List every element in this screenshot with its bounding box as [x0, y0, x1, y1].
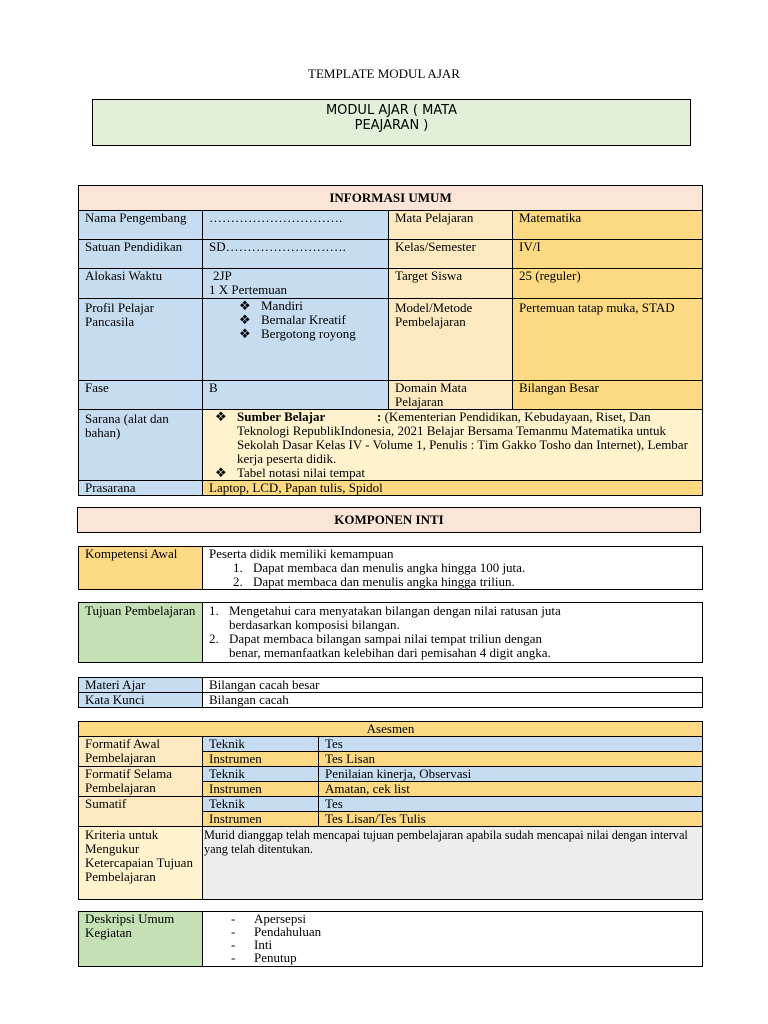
sarana-value — [203, 410, 703, 481]
informasi-umum-table — [78, 185, 703, 496]
diamond-bullet-icon: ❖ — [239, 326, 251, 341]
kata-kunci-value: Bilangan cacah — [203, 693, 703, 708]
kompetensi-awal-label: Kompetensi Awal — [79, 547, 203, 590]
formatif-awal-label: Formatif Awal Pembelajaran — [79, 737, 203, 767]
kompetensi-item: 2. Dapat membaca dan menulis angka hingga triliun. — [233, 574, 515, 589]
tabel-notasi-item: ❖ Tabel notasi nilai tempat — [215, 465, 365, 480]
kriteria-text: Murid dianggap telah mencapai tujuan pembelajaran apabila sudah mencapai nilai dengan interval yang telah ditentukan. — [203, 827, 703, 900]
satuan-pendidikan-label: Satuan Pendidikan — [79, 240, 203, 269]
nama-pengembang-value: …………………………. — [203, 211, 389, 240]
kompetensi-awal-table — [78, 546, 703, 590]
alokasi-pertemuan: 1 X Pertemuan — [209, 282, 287, 297]
instrumen-value: Tes Lisan/Tes Tulis — [319, 812, 703, 827]
teknik-label: Teknik — [203, 737, 319, 752]
instrumen-label: Instrumen — [203, 752, 319, 767]
instrumen-value: Amatan, cek list — [319, 782, 703, 797]
teknik-value: Penilaian kinerja, Observasi — [319, 767, 703, 782]
tujuan-item: 2. Dapat membaca bilangan sampai nilai tempat triliun dengan — [209, 631, 542, 646]
formatif-selama-label: Formatif Selama Pembelajaran — [79, 767, 203, 797]
kompetensi-item: 1. Dapat membaca dan menulis angka hingga 100 juta. — [233, 560, 526, 575]
komponen-inti-header: KOMPONEN INTI — [77, 507, 701, 533]
teknik-label: Teknik — [203, 797, 319, 812]
mata-pelajaran-label: Mata Pelajaran — [389, 211, 513, 240]
target-siswa-label: Target Siswa — [389, 269, 513, 299]
instrumen-label: Instrumen — [203, 812, 319, 827]
asesmen-header: Asesmen — [79, 722, 703, 737]
model-metode-label: Model/Metode Pembelajaran — [389, 299, 513, 381]
fase-value: B — [203, 381, 389, 410]
diamond-bullet-icon: ❖ — [239, 298, 251, 313]
tujuan-pembelajaran-table — [78, 602, 703, 663]
deskripsi-item: - Inti — [231, 937, 273, 952]
sumber-belajar-item: ❖ Sumber Belajar : (Kementerian Pendidikan, Kebudayaan, Riset, Dan Teknologi RepublikIndonesia, 2021 Belajar Bersama Temanmu Matematika untuk Sekolah Dasar Kelas IV - Volume 1, Penulis : Tim Gakko Tosho dan Internet), Lembar kerja peserta didik. — [215, 409, 688, 466]
materi-ajar-value: Bilangan cacah besar — [203, 678, 703, 693]
deskripsi-item: - Pendahuluan — [231, 924, 322, 939]
module-title-line1: MODUL AJAR ( MATA — [325, 103, 458, 118]
profil-item: ❖ Bergotong royong — [239, 326, 356, 341]
kompetensi-intro: Peserta didik memiliki kemampuan — [209, 546, 394, 561]
kelas-semester-label: Kelas/Semester — [389, 240, 513, 269]
module-title-box — [92, 99, 691, 146]
profil-item: ❖ Mandiri — [239, 298, 303, 313]
module-title-line2: PEAJARAN ) — [354, 118, 429, 133]
alokasi-waktu-label: Alokasi Waktu — [79, 269, 203, 299]
mata-pelajaran-value: Matematika — [513, 211, 703, 240]
profil-pelajar-list — [203, 299, 389, 381]
diamond-bullet-icon: ❖ — [239, 312, 251, 327]
diamond-bullet-icon: ❖ — [215, 409, 227, 424]
target-siswa-value: 25 (reguler) — [513, 269, 703, 299]
materi-table — [78, 677, 703, 708]
instrumen-label: Instrumen — [203, 782, 319, 797]
prasarana-label: Prasarana — [79, 481, 203, 496]
diamond-bullet-icon: ❖ — [215, 465, 227, 480]
kompetensi-awal-content — [203, 547, 703, 590]
fase-label: Fase — [79, 381, 203, 410]
deskripsi-list — [203, 912, 703, 967]
kriteria-label: Kriteria untuk Mengukur Ketercapaian Tujuan Pembelajaran — [79, 827, 203, 900]
sumatif-label: Sumatif — [79, 797, 203, 827]
tujuan-pembelajaran-content — [203, 603, 703, 663]
tujuan-pembelajaran-label: Tujuan Pembelajaran — [79, 603, 203, 663]
prasarana-value: Laptop, LCD, Papan tulis, Spidol — [203, 481, 703, 496]
tujuan-item-cont: benar, memanfaatkan kelebihan dari pemisahan 4 digit angka. — [229, 645, 551, 660]
deskripsi-item: - Penutup — [231, 950, 297, 965]
deskripsi-table — [78, 911, 703, 967]
informasi-umum-header: INFORMASI UMUM — [79, 186, 703, 211]
teknik-value: Tes — [319, 797, 703, 812]
sarana-label: Sarana (alat dan bahan) — [79, 410, 203, 481]
deskripsi-label: Deskripsi Umum Kegiatan — [79, 912, 203, 967]
instrumen-value: Tes Lisan — [319, 752, 703, 767]
asesmen-table — [78, 721, 703, 900]
domain-value: Bilangan Besar — [513, 381, 703, 410]
teknik-label: Teknik — [203, 767, 319, 782]
materi-ajar-label: Materi Ajar — [79, 678, 203, 693]
deskripsi-item: - Apersepsi — [231, 911, 306, 926]
profil-pelajar-label: Profil Pelajar Pancasila — [79, 299, 203, 381]
kata-kunci-label: Kata Kunci — [79, 693, 203, 708]
tujuan-item: 1. Mengetahui cara menyatakan bilangan dengan nilai ratusan juta — [209, 603, 561, 618]
teknik-value: Tes — [319, 737, 703, 752]
satuan-pendidikan-value: SD………………………. — [203, 240, 389, 269]
alokasi-waktu-value — [203, 269, 389, 299]
kelas-semester-value: IV/I — [513, 240, 703, 269]
domain-label: Domain Mata Pelajaran — [389, 381, 513, 410]
model-metode-value: Pertemuan tatap muka, STAD — [513, 299, 703, 381]
tujuan-item-cont: berdasarkan komposisi bilangan. — [229, 617, 400, 632]
profil-item: ❖ Bernalar Kreatif — [239, 312, 346, 327]
nama-pengembang-label: Nama Pengembang — [79, 211, 203, 240]
alokasi-jp: 2JP — [213, 268, 232, 283]
page-title: TEMPLATE MODUL AJAR — [308, 66, 460, 81]
